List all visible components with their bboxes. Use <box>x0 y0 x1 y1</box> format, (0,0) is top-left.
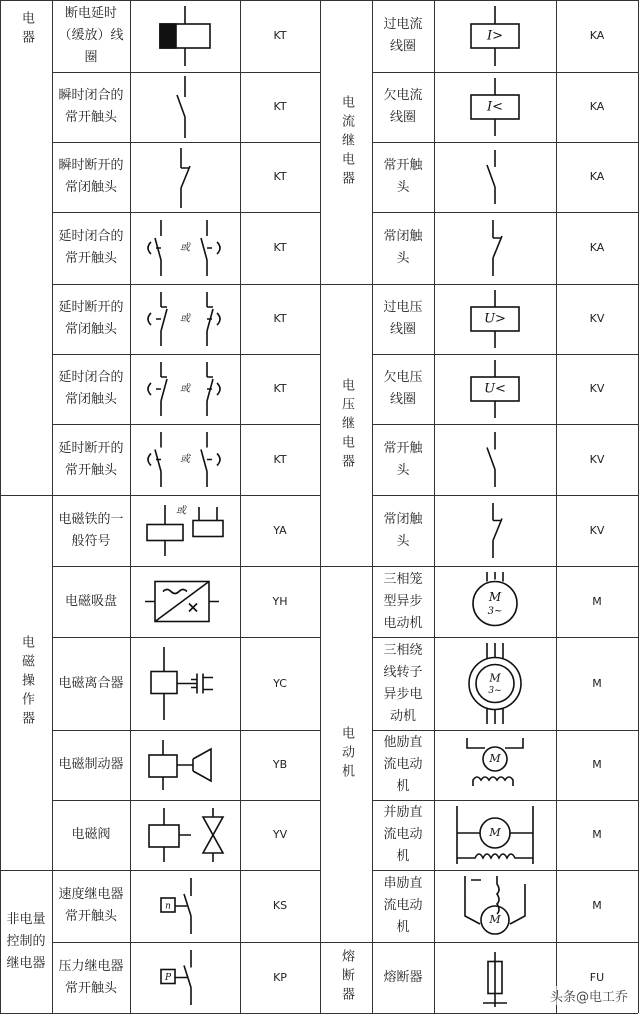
right-code-text: KA <box>589 100 605 113</box>
right-code-text: KV <box>589 312 605 325</box>
left-code-text: KS <box>272 899 288 912</box>
speed-relay-contact-icon <box>161 878 191 934</box>
right-name <box>372 942 434 1013</box>
no-contact-icon <box>487 432 495 487</box>
left-name <box>52 870 130 942</box>
right-name-text: 三相绕线转子异步电动机 <box>383 642 423 724</box>
right-name-text: 三相笼型异步电动机 <box>383 571 423 631</box>
right-code <box>556 730 638 800</box>
left-name <box>52 637 130 730</box>
symbol-label: 或 <box>180 313 190 325</box>
right-name-text: 过电压线圈 <box>383 300 423 337</box>
right-name-text: 过电流线圈 <box>383 17 423 54</box>
left-name-text: 瞬时闭合的常开触头 <box>58 88 124 125</box>
symbol-label: U< <box>484 381 506 397</box>
mid-group-label-text: 电压继电器 <box>339 377 354 473</box>
right-code <box>556 0 638 72</box>
left-code-text: KT <box>273 100 287 113</box>
overvoltage-coil-icon <box>471 290 519 348</box>
right-code-text: KV <box>589 523 605 537</box>
right-name-text: 他励直流电动机 <box>383 735 423 794</box>
right-code-text: KV <box>589 382 605 395</box>
solenoid-valve-icon <box>149 808 223 862</box>
left-code <box>240 0 320 72</box>
electromagnet-icon <box>147 505 223 557</box>
symbol-label: 或 <box>180 383 190 395</box>
left-name-text: 电磁制动器 <box>58 757 124 772</box>
mid-group-label <box>320 566 372 942</box>
right-code <box>556 284 638 354</box>
no-contact-icon <box>487 150 495 204</box>
right-code-text: M <box>592 758 602 771</box>
left-group-label-text: 电磁操作器 <box>19 635 34 730</box>
left-code-text: YC <box>273 676 287 690</box>
delay-close-no-contact-icon <box>148 220 220 276</box>
right-code <box>556 212 638 284</box>
mid-group-label-text: 熔断器 <box>339 949 354 1006</box>
delay-close-nc-contact-icon <box>148 362 220 416</box>
coil-delay-off-icon <box>160 6 210 66</box>
left-name <box>52 730 130 800</box>
undervoltage-coil-icon <box>471 360 519 418</box>
left-name-text: 电磁铁的一般符号 <box>58 511 124 549</box>
left-code <box>240 495 320 566</box>
magnetic-brake-icon <box>149 740 211 790</box>
mid-group-label-text: 电流继电器 <box>339 94 354 190</box>
symbol-label: M <box>488 590 502 604</box>
left-name <box>52 212 130 284</box>
left-code-text: KT <box>273 29 287 42</box>
left-code <box>240 637 320 730</box>
left-name-text: 延时断开的常开触头 <box>58 440 124 478</box>
right-name <box>372 800 434 870</box>
right-name-text: 常闭触头 <box>383 229 423 266</box>
right-code-text: KA <box>589 170 605 183</box>
right-code <box>556 424 638 495</box>
symbol-label: n <box>165 901 171 912</box>
left-name <box>52 0 130 72</box>
symbol-label: 或 <box>176 505 186 517</box>
left-name-text: 电磁阀 <box>71 827 111 842</box>
left-code <box>240 354 320 424</box>
right-name <box>372 0 434 72</box>
left-name-text: 延时闭合的常闭触头 <box>58 370 124 407</box>
left-code-text: KT <box>273 241 287 254</box>
undercurrent-coil-icon <box>471 78 519 136</box>
left-group-label <box>0 0 52 60</box>
right-name-text: 熔断器 <box>383 969 423 985</box>
right-name <box>372 424 434 495</box>
magnetic-chuck-icon <box>145 582 219 622</box>
separately-excited-dc-motor-icon <box>467 738 523 786</box>
symbol-label: M <box>489 826 501 839</box>
left-code <box>240 212 320 284</box>
symbol-label: I< <box>486 99 504 115</box>
right-name <box>372 354 434 424</box>
right-name-text: 欠电压线圈 <box>383 370 423 407</box>
right-name-text: 常闭触头 <box>383 511 423 549</box>
right-code-text: KA <box>589 241 605 254</box>
right-code-text: M <box>592 676 602 690</box>
left-group-label-text: 电器 <box>19 11 34 49</box>
right-name <box>372 566 434 637</box>
left-code <box>240 942 320 1013</box>
left-name-text: 电磁吸盘 <box>64 593 117 609</box>
symbol-label: 3~ <box>488 686 502 696</box>
right-code-text: M <box>592 828 602 841</box>
magnetic-clutch-icon <box>151 647 213 720</box>
right-code <box>556 142 638 212</box>
right-name-text: 串励直流电动机 <box>383 876 423 935</box>
pressure-relay-contact-icon <box>161 950 191 1005</box>
shunt-dc-motor-icon <box>457 806 533 864</box>
symbol-label: 或 <box>180 242 190 254</box>
left-group-label <box>0 495 52 870</box>
symbol-label: U> <box>484 311 506 327</box>
left-code-text: KP <box>273 970 287 984</box>
left-code-text: YB <box>272 758 288 771</box>
right-code <box>556 800 638 870</box>
left-code <box>240 284 320 354</box>
left-name-text: 电磁离合器 <box>58 675 124 691</box>
left-code <box>240 72 320 142</box>
left-code-text: KT <box>273 312 287 325</box>
right-code <box>556 870 638 942</box>
right-code <box>556 495 638 566</box>
left-name <box>52 142 130 212</box>
left-name <box>52 284 130 354</box>
left-code <box>240 870 320 942</box>
symbol-label: 或 <box>180 454 190 465</box>
right-name <box>372 637 434 730</box>
right-code <box>556 354 638 424</box>
right-name-text: 并励直流电动机 <box>383 805 423 864</box>
mid-group-label <box>320 942 372 1013</box>
left-name-text: 压力继电器常开触头 <box>58 958 124 996</box>
left-name-text: 瞬时断开的常闭触头 <box>58 158 124 195</box>
watermark: 头条@电工乔 <box>550 986 628 1005</box>
left-code-text: KT <box>273 170 287 183</box>
right-code-text: M <box>592 899 602 912</box>
series-dc-motor-icon <box>465 876 525 934</box>
right-code-text: KA <box>589 29 605 42</box>
left-name-text: 延时断开的常闭触头 <box>58 300 124 337</box>
right-code <box>556 72 638 142</box>
nc-contact-icon <box>493 220 502 276</box>
right-name <box>372 495 434 566</box>
left-code <box>240 142 320 212</box>
delay-open-no-contact-icon <box>148 432 220 487</box>
nc-contact-icon <box>493 503 502 558</box>
left-name <box>52 424 130 495</box>
right-code-text: FU <box>589 970 605 984</box>
right-name-text: 常开触头 <box>383 440 423 478</box>
symbol-label: M <box>489 913 501 926</box>
right-code <box>556 637 638 730</box>
mid-group-label <box>320 284 372 566</box>
left-code-text: KT <box>273 382 287 395</box>
symbol-label: I> <box>486 28 504 44</box>
left-name <box>52 495 130 566</box>
symbol-label: 3~ <box>487 606 503 617</box>
wound-rotor-motor-icon <box>469 643 521 724</box>
nc-contact-icon <box>181 148 190 208</box>
left-code-text: YH <box>272 594 288 608</box>
right-name <box>372 870 434 942</box>
left-code-text: YA <box>273 523 287 537</box>
symbol-label: P <box>164 973 172 983</box>
symbol-label: M <box>489 671 501 685</box>
right-name <box>372 142 434 212</box>
symbol-label: M <box>489 752 501 765</box>
left-name <box>52 72 130 142</box>
right-code-text: KV <box>589 452 605 466</box>
right-name <box>372 284 434 354</box>
left-name <box>52 566 130 637</box>
left-name <box>52 800 130 870</box>
left-code <box>240 730 320 800</box>
left-name <box>52 942 130 1013</box>
no-contact-icon <box>177 76 185 138</box>
left-name-text: 速度继电器常开触头 <box>58 887 124 924</box>
left-code-text: KT <box>273 452 287 466</box>
left-name-text: 延时闭合的常开触头 <box>58 229 124 266</box>
right-name <box>372 212 434 284</box>
left-code <box>240 566 320 637</box>
right-name <box>372 72 434 142</box>
left-code <box>240 800 320 870</box>
right-code <box>556 566 638 637</box>
delay-open-nc-contact-icon <box>148 292 220 346</box>
right-name-text: 常开触头 <box>383 158 423 195</box>
left-group-label-text: 非电量控制的继电器 <box>6 911 46 971</box>
mid-group-label-text: 电动机 <box>339 725 354 783</box>
left-code-text: YV <box>272 828 288 841</box>
left-name <box>52 354 130 424</box>
fuse-icon <box>483 952 507 1007</box>
right-code-text: M <box>592 594 602 608</box>
right-name <box>372 730 434 800</box>
squirrel-cage-motor-icon <box>473 572 517 626</box>
left-code <box>240 424 320 495</box>
left-name-text: 断电延时（缓放）线圈 <box>58 6 124 65</box>
overcurrent-coil-icon <box>471 6 519 66</box>
left-group-label <box>0 870 52 1013</box>
mid-group-label <box>320 0 372 284</box>
right-name-text: 欠电流线圈 <box>383 88 423 125</box>
